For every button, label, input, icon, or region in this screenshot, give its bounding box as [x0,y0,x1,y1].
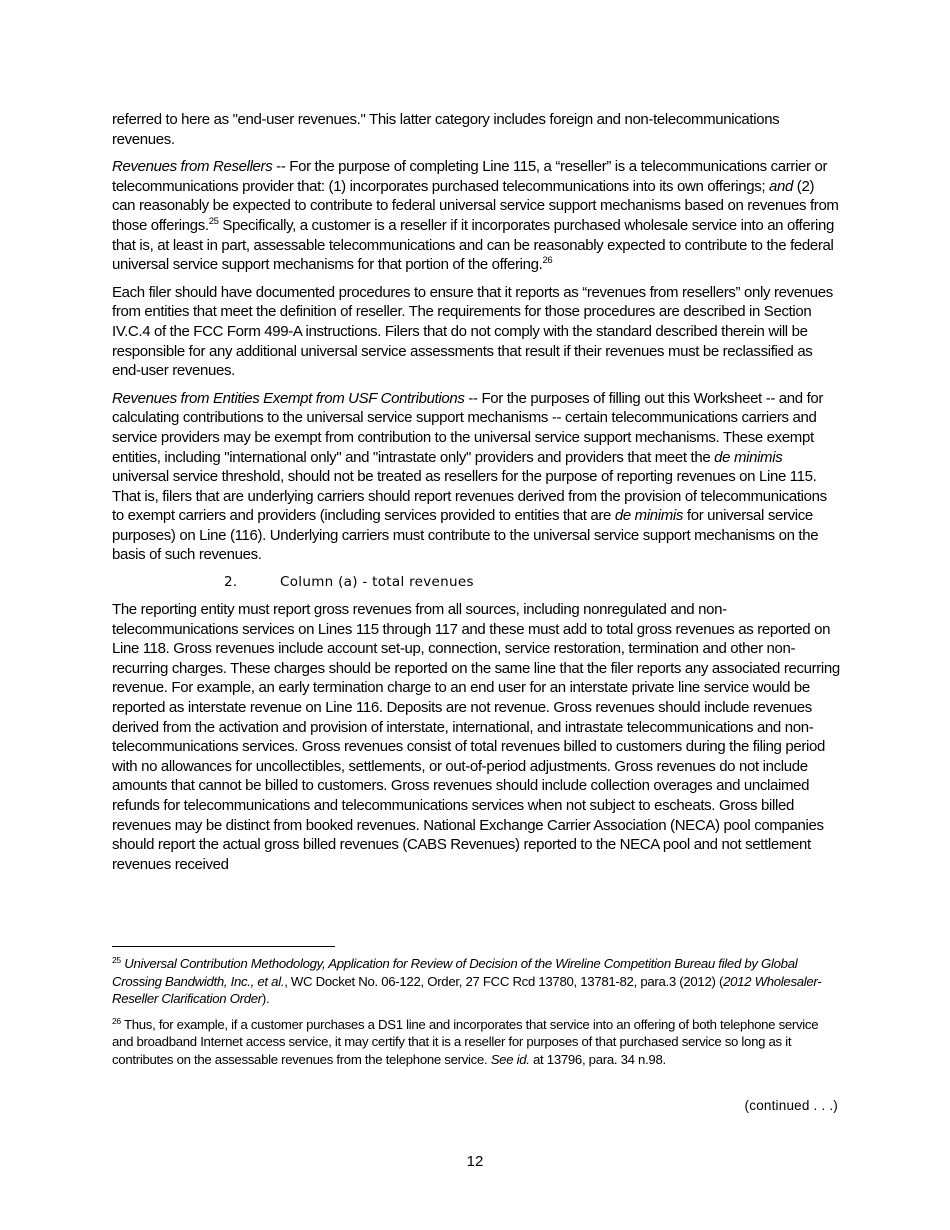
de-minimis-term: de minimis [714,448,783,466]
resellers-paragraph [112,157,840,275]
continued-marker: (continued . . .) [744,1098,838,1113]
exempt-paragraph [112,389,840,565]
exempt-heading: Revenues from Entities Exempt from USF Contributions [112,389,465,407]
footnote-text: Thus, for example, if a customer purchases a DS1 line and incorporates that service into an offering of both telephone service and broadband Internet access service, it may certify that it is a reseller for purposes of that purchased service so long as it contributes on the assessable revenues from the telephone service. [112,1016,819,1067]
document-body [112,110,840,882]
resellers-text-1: -- For the purpose of completing Line 115, a “reseller” is a telecommunications carrier or telecommunications provider that: (1) incorporates purchased telecommunications into its own offerings; [112,158,828,195]
gross-revenues-text: The reporting entity must report gross revenues from all sources, including nonregulated and non-telecommunications services on Lines 115 through 117 and these must add to total gross revenues as reported on Line 118. Gross revenues include account set-up, connection, service restoration, termination and other non-recurring charges. These charges should be reported on the same line that the filer reports any associated recurring revenue. For example, an early termination charge to an end user for an interstate private line service would be reported as interstate revenue on Line 116. Deposits are not revenue. Gross revenues should include revenues derived from the activation and provision of interstate, international, and intrastate telecommunications and non-telecommunications services. Gross revenues consist of total revenues billed to customers during the filing period with no allowances for uncollectibles, settlements, or out-of-period adjustments. Gross revenues do not include amounts that cannot be billed to customers. Gross revenues should include collection overages and unclaimed refunds for telecommunications and telecommunications services when not subject to escheats. Gross billed revenues may be distinct from booked revenues. National Exchange Carrier Association (NECA) pool companies should report the actual gross billed revenues (CABS Revenues) reported to the NECA pool and not settlement revenues received [112,601,840,873]
exempt-text-2: universal service threshold, should not be treated as resellers for the purpose of reporting revenues on Line 115. That is, filers that are underlying carriers should report revenues derived from the provision of telecommunications to exempt carriers and providers (including services provided to entities that are [112,468,827,525]
footnote-text: ). [261,991,270,1006]
footnote-number: 26 [112,1015,121,1026]
footnote-separator [112,946,335,947]
footnote-text: , WC Docket No. 06-122, Order, 27 FCC Rcd 13780, 13781-82, para.3 (2012) ( [284,973,724,989]
footnote-26 [112,1016,840,1069]
footnote-citation-short: 2012 Wholesaler-Reseller Clarification Order [112,973,822,1006]
footnote-ref-26[interactable]: 26 [542,255,553,267]
resellers-text-3: Specifically, a customer is a reseller if it incorporates purchased wholesale service into an offering that is, at least in part, assessable telecommunications and can be reasonably expected to contribute to the federal universal service support mechanisms for that portion of the offering. [112,216,834,274]
subsection-heading [112,573,840,592]
footnote-25 [112,955,840,1008]
de-minimis-term: de minimis [614,507,684,525]
intro-text: referred to here as "end-user revenues." This latter category includes foreign and non-telecommunications revenues. [112,111,780,148]
intro-paragraph [112,110,840,149]
subsection-number: 2. [224,574,238,591]
page-number: 12 [466,1153,484,1170]
footnote-see-id: See id. [490,1051,530,1067]
gross-revenues-paragraph [112,600,840,874]
exempt-text-3: for universal service purposes) on Line (116). Underlying carriers must contribute to the universal service support mechanisms on the basis of such revenues. [112,507,819,564]
footnote-ref-25[interactable]: 25 [208,215,219,227]
footnote-number: 25 [112,955,121,965]
resellers-text-2: (2) can reasonably be expected to contribute to federal universal service support mechanisms based on revenues from those offerings. [112,177,839,234]
footnote-citation-title: Universal Contribution Methodology, Application for Review of Decision of the Wireline Competition Bureau filed by Global Crossing Bandwidth, Inc., et al. [112,956,798,989]
footnotes [112,955,840,1076]
procedures-paragraph [112,283,840,381]
subsection-title: Column (a) - total revenues [280,574,474,591]
procedures-text: Each filer should have documented procedures to ensure that it reports as “revenues from resellers” only revenues from entities that meet the definition of reseller. The requirements for those procedures are described in Section IV.C.4 of the FCC Form 499-A instructions. Filers that do not comply with the standard described therein will be responsible for any additional universal service assessments that result if their revenues must be reclassified as end-user revenues. [112,283,833,380]
resellers-and: and [769,177,793,195]
footnote-text: at 13796, para. 34 n.98. [529,1051,666,1067]
resellers-heading: Revenues from Resellers [112,158,273,176]
exempt-text-1: -- For the purposes of filling out this Worksheet -- and for calculating contributions to the universal service support mechanisms -- certain telecommunications carriers and service providers may be exempt from contribution to the universal service support mechanisms. These exempt entities, including "international only" and "intrastate only" providers and providers that meet the [112,389,824,466]
